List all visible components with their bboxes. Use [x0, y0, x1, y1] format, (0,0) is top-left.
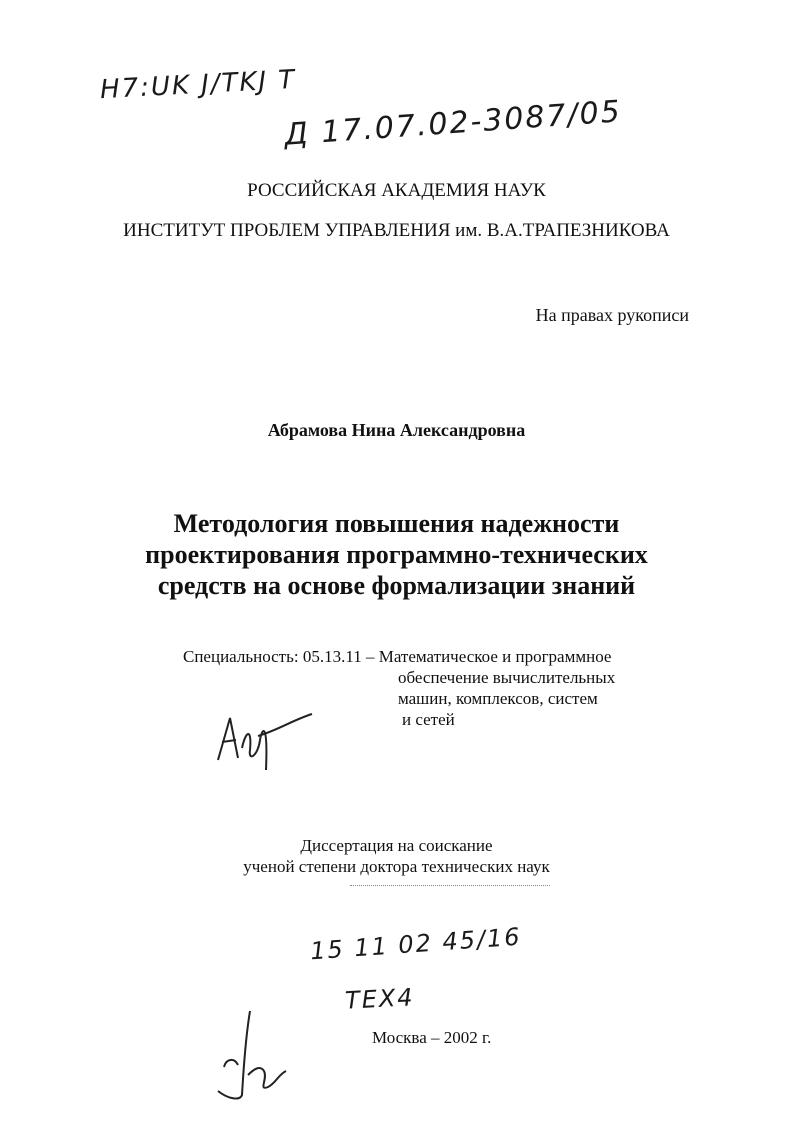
handwritten-top-line1: H7:UK J/TKJ T	[99, 64, 298, 106]
institute-name: ИНСТИТУТ ПРОБЛЕМ УПРАВЛЕНИЯ им. В.А.ТРАПЕЗНИКОВА	[123, 220, 670, 241]
dissertation-line-2: ученой степени доктора технических наук	[243, 857, 550, 876]
handwritten-bottom-line1: 15 11 02 45/16	[309, 922, 523, 966]
handwritten-bottom-line2: ТЕХ4	[344, 983, 416, 1015]
place-year: Москва – 2002 г.	[372, 1028, 492, 1047]
specialty-line-3: машин, комплексов, систем	[398, 689, 598, 708]
title-line-1: Методология повышения надежности	[173, 509, 620, 538]
specialty-line-1: Специальность: 05.13.11 – Математическое и программное	[183, 647, 612, 666]
academy-name: РОССИЙСКАЯ АКАДЕМИЯ НАУК	[247, 180, 546, 201]
dotted-divider	[350, 885, 550, 886]
title-line-2: проектирования программно-технических	[145, 540, 648, 569]
signature-author	[208, 700, 318, 780]
author-name: Абрамова Нина Александровна	[267, 420, 526, 440]
dissertation-line-1: Диссертация на соискание	[300, 836, 493, 855]
handwritten-top-line2: Д 17.07.02-3087/05	[283, 94, 623, 153]
signature-stamp	[198, 1005, 298, 1105]
rights-note: На правах рукописи	[535, 305, 689, 325]
title-line-3: средств на основе формализации знаний	[157, 571, 636, 600]
specialty-line-4: и сетей	[402, 710, 455, 729]
specialty-line-2: обеспечение вычислительных	[398, 668, 616, 687]
